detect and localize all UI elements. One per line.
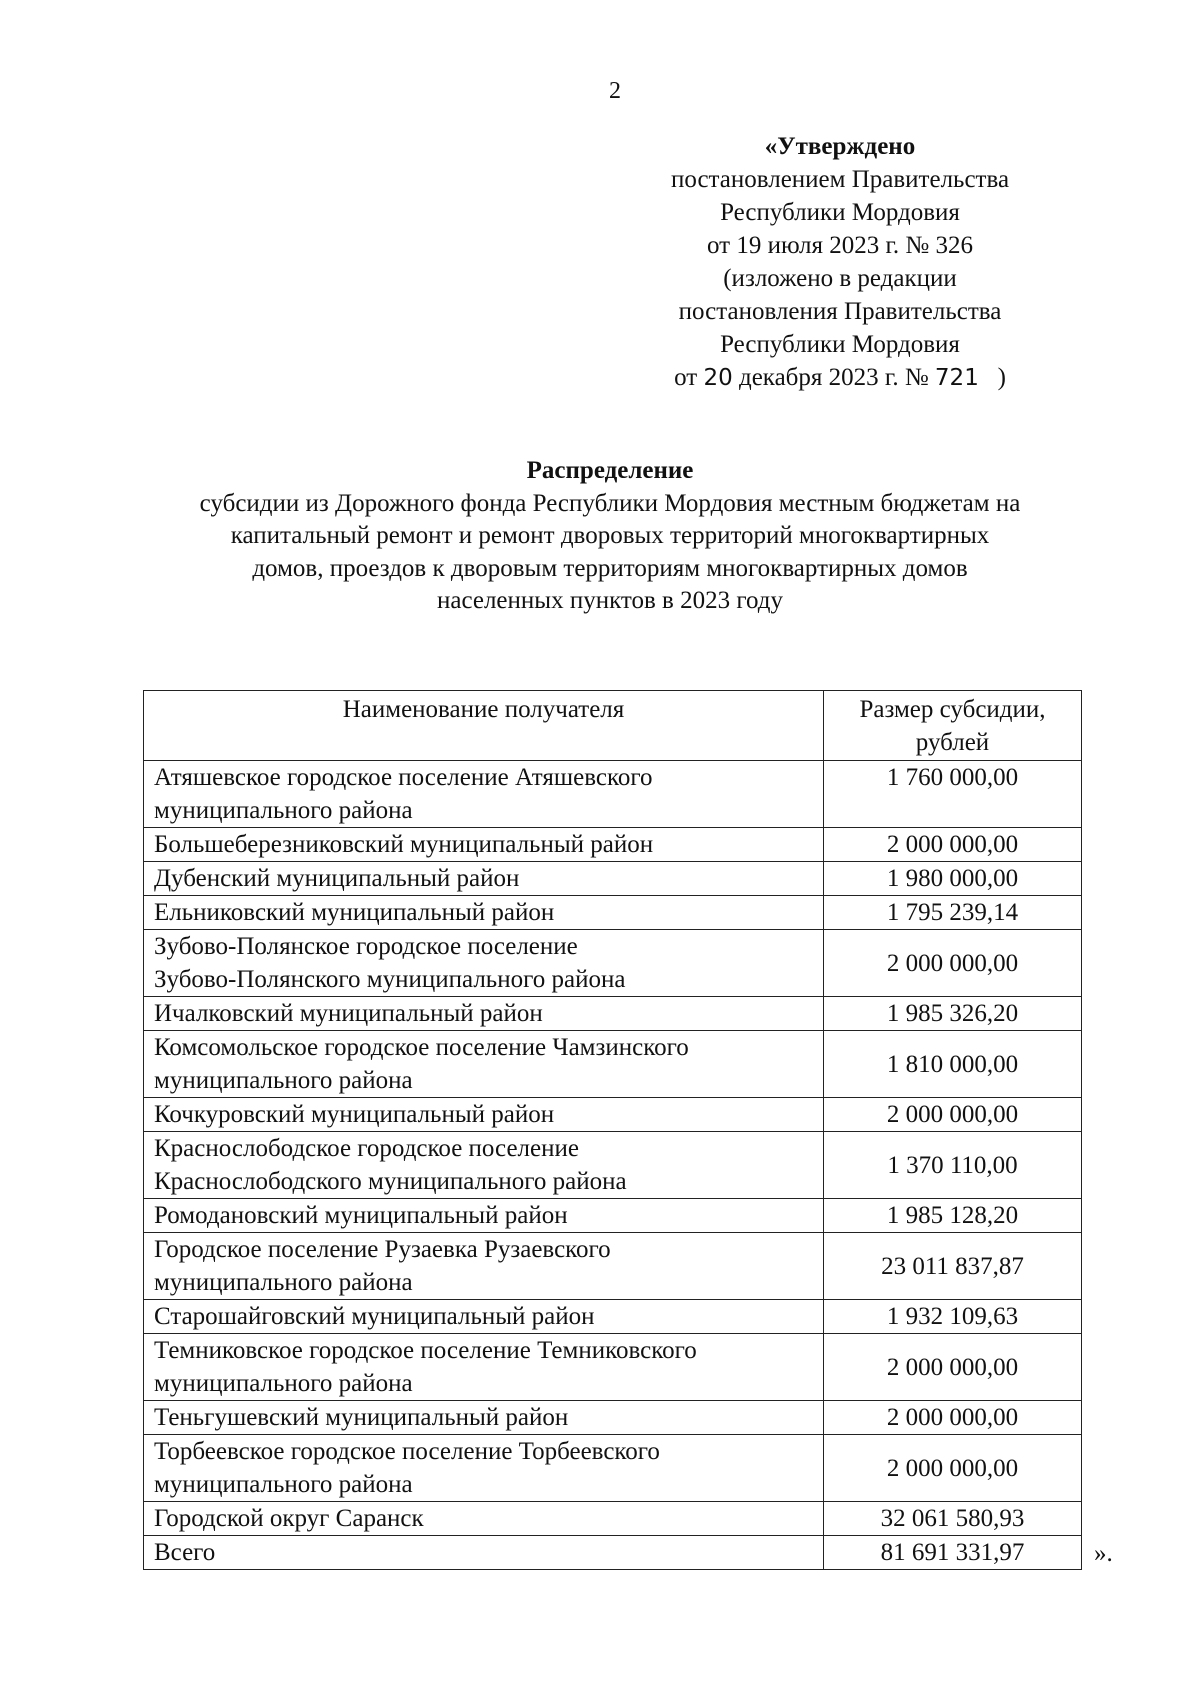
table-row <box>144 997 1082 1031</box>
recipient-name <box>144 1132 824 1199</box>
table-row <box>144 896 1082 930</box>
table-row <box>144 862 1082 896</box>
approval-line: постановлением Правительства <box>670 166 1010 193</box>
table-row <box>144 828 1082 862</box>
subsidy-amount: 1 795 239,14 <box>824 896 1082 930</box>
recipient-name-line: Ичалковский муниципальный район <box>154 1000 543 1027</box>
title-line: субсидии из Дорожного фонда Республики Мордовия местным бюджетам на <box>199 489 1021 517</box>
table-row <box>144 1435 1082 1502</box>
recipient-name <box>144 1098 824 1132</box>
subsidy-amount: 1 760 000,00 <box>824 761 1082 828</box>
recipient-name <box>144 1199 824 1233</box>
table-row <box>144 1334 1082 1401</box>
title-line: домов, проездов к дворовым территориям многоквартирных домов <box>252 554 968 582</box>
recipient-name-line: Комсомольское городское поселение Чамзинского <box>154 1034 689 1061</box>
recipient-name <box>144 828 824 862</box>
approval-line: Республики Мордовия <box>720 331 960 358</box>
table-row <box>144 1098 1082 1132</box>
recipient-name-line: Ромодановский муниципальный район <box>154 1202 568 1229</box>
subsidy-amount: 32 061 580,93 <box>824 1502 1082 1536</box>
recipient-name-line: Зубово-Полянского муниципального района <box>154 966 626 993</box>
document-title <box>140 455 1080 618</box>
decree-prefix: от <box>674 364 698 391</box>
recipient-name-line: Большеберезниковский муниципальный район <box>154 831 654 858</box>
subsidy-amount: 1 985 128,20 <box>824 1199 1082 1233</box>
recipient-name <box>144 930 824 997</box>
table-header-row <box>144 691 1082 761</box>
table-row <box>144 1199 1082 1233</box>
recipient-name-line: Дубенский муниципальный район <box>154 865 520 892</box>
recipient-name <box>144 1300 824 1334</box>
decree-number: 721 <box>934 365 979 391</box>
recipient-name <box>144 1233 824 1300</box>
recipient-name-line: Темниковское городское поселение Темниковского <box>154 1337 697 1364</box>
recipient-name <box>144 1334 824 1401</box>
recipient-name-line: Городское поселение Рузаевка Рузаевского <box>154 1236 611 1263</box>
recipient-name-line: Атяшевское городское поселение Атяшевского <box>154 764 653 791</box>
header-recipient: Наименование получателя <box>144 691 824 761</box>
subsidy-distribution-table <box>143 690 1082 1570</box>
recipient-name <box>144 862 824 896</box>
header-amount-line: Размер субсидии, <box>859 696 1046 723</box>
header-amount-line: рублей <box>915 729 990 756</box>
approval-line: (изложено в редакции <box>723 265 957 292</box>
approval-line: Республики Мордовия <box>720 199 960 226</box>
table-row <box>144 1300 1082 1334</box>
recipient-name <box>144 761 824 828</box>
recipient-name-line: Зубово-Полянское городское поселение <box>154 933 578 960</box>
table-row <box>144 1031 1082 1098</box>
total-value: 81 691 331,97 <box>824 1536 1082 1570</box>
table-row <box>144 930 1082 997</box>
recipient-name-line: Теньгушевский муниципальный район <box>154 1404 569 1431</box>
recipient-name <box>144 1401 824 1435</box>
recipient-name <box>144 1502 824 1536</box>
recipient-name-line: муниципального района <box>154 1269 413 1296</box>
subsidy-amount: 2 000 000,00 <box>824 1098 1082 1132</box>
amending-decree-line <box>600 361 1080 395</box>
recipient-name-line: Ельниковский муниципальный район <box>154 899 555 926</box>
decree-day: 20 <box>703 365 733 391</box>
recipient-name <box>144 1031 824 1098</box>
subsidy-amount: 1 932 109,63 <box>824 1300 1082 1334</box>
header-amount <box>824 691 1082 761</box>
title-line: населенных пунктов в 2023 году <box>436 587 783 614</box>
subsidy-amount: 2 000 000,00 <box>824 1334 1082 1401</box>
recipient-name-line: Старошайговский муниципальный район <box>154 1303 595 1330</box>
recipient-name <box>144 1435 824 1502</box>
recipient-name-line: муниципального района <box>154 1471 413 1498</box>
subsidy-amount: 2 000 000,00 <box>824 1401 1082 1435</box>
table-row <box>144 761 1082 828</box>
recipient-name-line: Городской округ Саранск <box>154 1505 424 1532</box>
subsidy-amount: 1 980 000,00 <box>824 862 1082 896</box>
recipient-name <box>144 997 824 1031</box>
recipient-name-line: муниципального района <box>154 1370 413 1397</box>
decree-month-year: декабря 2023 г. № <box>738 364 929 391</box>
recipient-name-line: Торбеевское городское поселение Торбеевского <box>154 1438 660 1465</box>
approval-line: от 19 июля 2023 г. № 326 <box>706 232 974 259</box>
recipient-name <box>144 896 824 930</box>
title-line: капитальный ремонт и ремонт дворовых территорий многоквартирных <box>230 522 990 549</box>
recipient-name-line: Краснослободского муниципального района <box>154 1168 627 1195</box>
table-body <box>144 761 1082 1536</box>
recipient-name-line: Кочкуровский муниципальный район <box>154 1101 555 1128</box>
closing-quote: ». <box>1094 1540 1113 1567</box>
table-row <box>144 1233 1082 1300</box>
approval-line: постановления Правительства <box>678 298 1002 325</box>
subsidy-amount: 23 011 837,87 <box>824 1233 1082 1300</box>
subsidy-amount: 2 000 000,00 <box>824 1435 1082 1502</box>
subsidy-amount: 1 810 000,00 <box>824 1031 1082 1098</box>
recipient-name-line: Краснослободское городское поселение <box>154 1135 579 1162</box>
table-row <box>144 1502 1082 1536</box>
table-row <box>144 1132 1082 1199</box>
total-label: Всего <box>144 1536 824 1570</box>
page-number: 2 <box>609 78 621 104</box>
subsidy-amount: 1 370 110,00 <box>824 1132 1082 1199</box>
approval-stamp-block <box>600 130 1080 395</box>
decree-suffix: ) <box>997 364 1006 391</box>
approval-title: «Утверждено <box>764 133 916 160</box>
subsidy-amount: 2 000 000,00 <box>824 930 1082 997</box>
subsidy-amount: 1 985 326,20 <box>824 997 1082 1031</box>
recipient-name-line: муниципального района <box>154 797 413 824</box>
table-row <box>144 1401 1082 1435</box>
recipient-name-line: муниципального района <box>154 1067 413 1094</box>
subsidy-amount: 2 000 000,00 <box>824 828 1082 862</box>
total-row <box>144 1536 1082 1570</box>
title-heading: Распределение <box>526 457 694 484</box>
